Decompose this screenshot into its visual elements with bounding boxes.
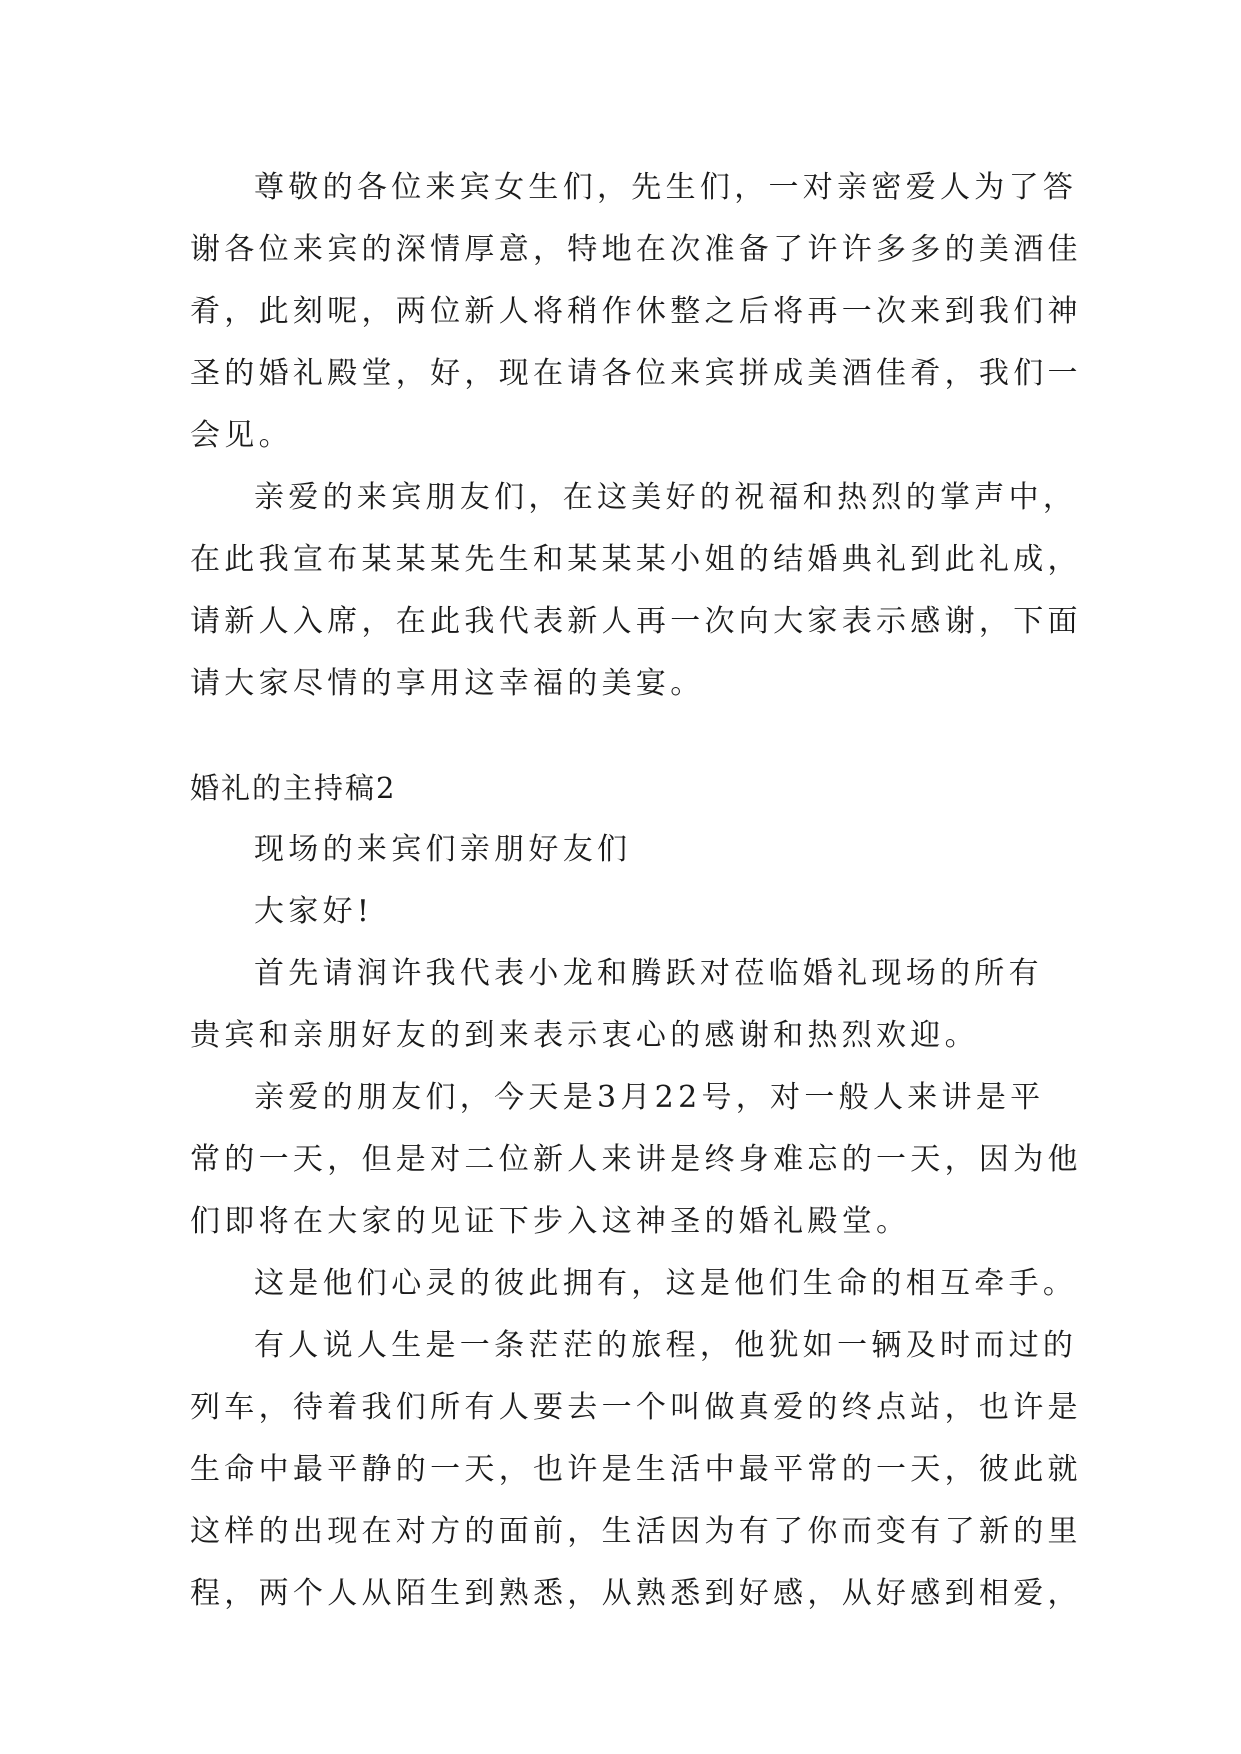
paragraph-line: 会见。 (190, 418, 293, 453)
paragraph-line: 贵宾和亲朋好友的到来表示衷心的感谢和热烈欢迎。 (190, 1018, 979, 1053)
paragraph-line: 这样的出现在对方的面前，生活因为有了你而变有了新的里 (190, 1514, 1082, 1549)
paragraph-line: 程，两个人从陌生到熟悉，从熟悉到好感，从好感到相爱， (190, 1576, 1082, 1611)
paragraph-line: 圣的婚礼殿堂，好，现在请各位来宾拼成美酒佳肴，我们一 (190, 356, 1082, 391)
paragraph-line: 常的一天，但是对二位新人来讲是终身难忘的一天，因为他 (190, 1142, 1082, 1177)
paragraph-line: 亲爱的朋友们，今天是3月22号，对一般人来讲是平 (254, 1080, 1045, 1115)
paragraph-line: 谢各位来宾的深情厚意，特地在次准备了许许多多的美酒佳 (190, 232, 1082, 267)
paragraph-line: 们即将在大家的见证下步入这神圣的婚礼殿堂。 (190, 1204, 911, 1239)
paragraph-line: 在此我宣布某某某先生和某某某小姐的结婚典礼到此礼成， (190, 542, 1082, 577)
paragraph-line: 请新人入席，在此我代表新人再一次向大家表示感谢，下面 (190, 604, 1082, 639)
paragraph-line: 生命中最平静的一天，也许是生活中最平常的一天，彼此就 (190, 1452, 1082, 1487)
paragraph-line: 首先请润许我代表小龙和腾跃对莅临婚礼现场的所有 (254, 956, 1043, 991)
paragraph-line: 这是他们心灵的彼此拥有，这是他们生命的相互牵手。 (254, 1266, 1078, 1301)
paragraph-line: 列车，待着我们所有人要去一个叫做真爱的终点站，也许是 (190, 1390, 1082, 1425)
greeting-line: 大家好! (254, 894, 374, 929)
paragraph-line: 亲爱的来宾朋友们，在这美好的祝福和热烈的掌声中， (254, 480, 1078, 515)
paragraph-line: 有人说人生是一条茫茫的旅程，他犹如一辆及时而过的 (254, 1328, 1078, 1363)
greeting-line: 现场的来宾们亲朋好友们 (254, 832, 632, 867)
paragraph-line: 尊敬的各位来宾女生们，先生们，一对亲密爱人为了答 (254, 170, 1078, 205)
section-heading: 婚礼的主持稿2 (190, 771, 397, 805)
paragraph-line: 请大家尽情的享用这幸福的美宴。 (190, 666, 705, 701)
paragraph-line: 肴，此刻呢，两位新人将稍作休整之后将再一次来到我们神 (190, 294, 1082, 329)
